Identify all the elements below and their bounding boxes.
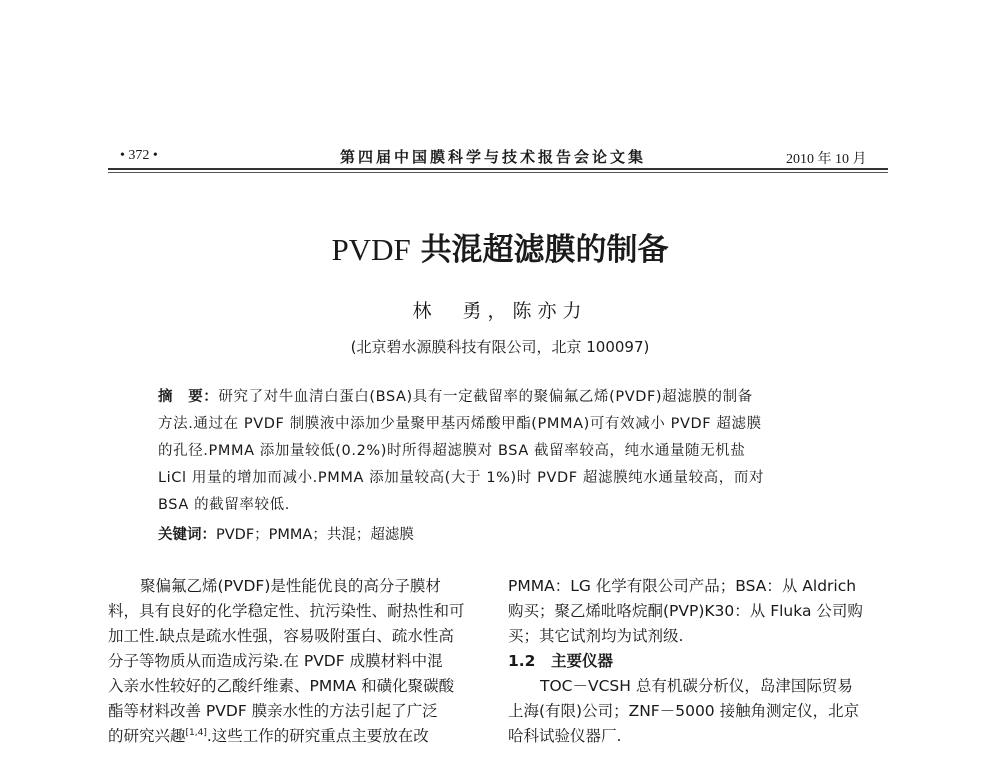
body-column-left bbox=[108, 574, 488, 749]
body-text: .这些工作的研究重点主要放在改 bbox=[206, 727, 429, 745]
body-line: TOC－VCSH 总有机碳分析仪，岛津国际贸易 bbox=[540, 677, 853, 695]
body-line: 上海(有限)公司；ZNF－5000 接触角测定仪，北京 bbox=[508, 702, 860, 720]
page-number: • 372 • bbox=[120, 148, 158, 163]
keywords-label: 关键词： bbox=[158, 527, 216, 543]
abstract-line: BSA 的截留率较低. bbox=[158, 497, 290, 513]
body-line bbox=[108, 724, 488, 749]
paper-title-latin: PVDF bbox=[331, 232, 411, 267]
body-line: PMMA：LG 化学有限公司产品；BSA：从 Aldrich bbox=[508, 577, 857, 595]
abstract-line: 的孔径.PMMA 添加量较低(0.2%)时所得超滤膜对 BSA 截留率较高，纯水通量随无机盐 bbox=[158, 443, 746, 459]
abstract-line: LiCl 用量的增加而减小.PMMA 添加量较高(大于 1%)时 PVDF 超滤膜纯水通量较高，而对 bbox=[158, 470, 765, 486]
body-line: 料，具有良好的化学稳定性、抗污染性、耐热性和可 bbox=[108, 602, 465, 620]
proceedings-title: 第四届中国膜科学与技术报告会论文集 bbox=[340, 148, 647, 166]
body-line: 买；其它试剂均为试剂级. bbox=[508, 627, 684, 645]
header-rule-thin bbox=[108, 172, 888, 173]
abstract-line bbox=[158, 385, 753, 406]
keywords-text: PVDF；PMMA；共混；超滤膜 bbox=[216, 527, 414, 543]
body-text: 的研究兴趣 bbox=[108, 727, 186, 745]
citation: [1,4] bbox=[185, 727, 207, 738]
body-line: 加工性.缺点是疏水性强，容易吸附蛋白、疏水性高 bbox=[108, 627, 454, 645]
body-line: 聚偏氟乙烯(PVDF)是性能优良的高分子膜材 bbox=[140, 577, 441, 595]
publication-date: 2010 年 10 月 bbox=[786, 152, 867, 167]
keywords bbox=[158, 523, 414, 544]
header-rule bbox=[108, 168, 888, 170]
body-line: 分子等物质从而造成污染.在 PVDF 成膜材料中混 bbox=[108, 652, 443, 670]
body-line: 哈科试验仪器厂. bbox=[508, 727, 622, 745]
affiliation: (北京碧水源膜科技有限公司，北京 100097) bbox=[350, 338, 650, 356]
section-heading: 1.2 主要仪器 bbox=[508, 652, 613, 670]
body-line: 酯等材料改善 PVDF 膜亲水性的方法引起了广泛 bbox=[108, 702, 438, 720]
body-line: 购买；聚乙烯吡咯烷酮(PVP)K30：从 Fluka 公司购 bbox=[508, 602, 863, 620]
body-line: 入亲水性较好的乙酸纤维素、PMMA 和磺化聚碳酸 bbox=[108, 677, 455, 695]
abstract-line: 方法.通过在 PVDF 制膜液中添加少量聚甲基丙烯酸甲酯(PMMA)可有效减小 PVDF 超滤膜 bbox=[158, 416, 762, 432]
body-column-right bbox=[508, 574, 898, 749]
abstract-text: 研究了对牛血清白蛋白(BSA)具有一定截留率的聚偏氟乙烯(PVDF)超滤膜的制备 bbox=[218, 389, 753, 405]
authors: 林 勇，陈亦力 bbox=[412, 300, 588, 322]
paper-title bbox=[0, 224, 1000, 269]
paper-title-cjk: 共混超滤膜的制备 bbox=[420, 232, 669, 268]
abstract-label: 摘 要： bbox=[158, 389, 219, 405]
